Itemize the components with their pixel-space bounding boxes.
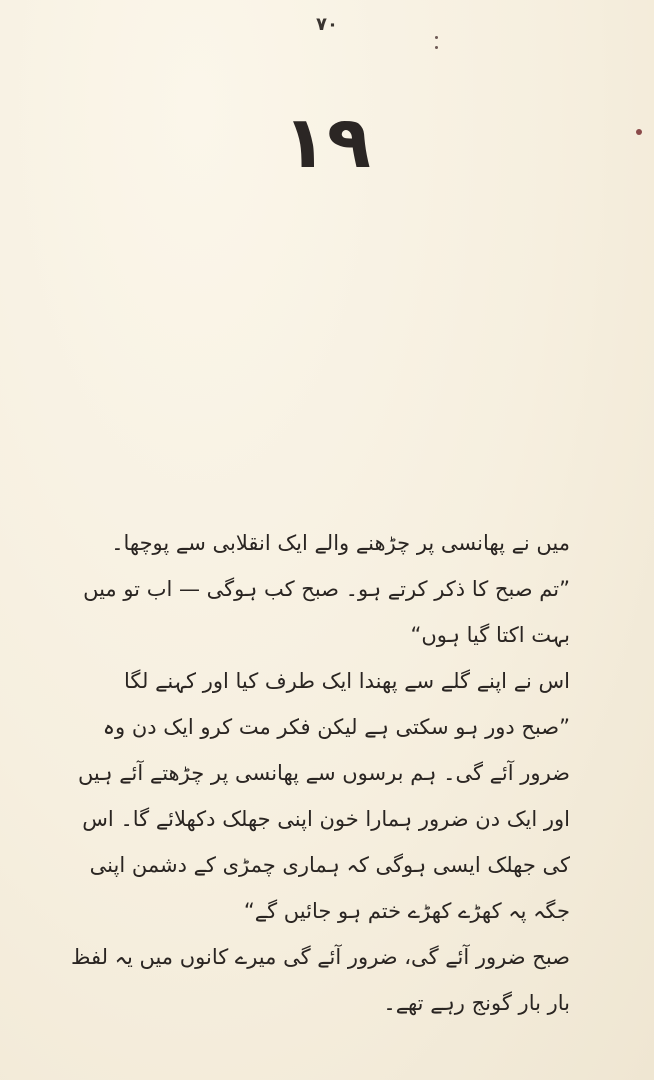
ink-speck [435,36,438,39]
paragraph-answer: اس نے اپنے گلے سے پھندا ایک طرف کیا اور کہنے لگا ”صبح دور ہو سکتی ہے لیکن فکر مت کرو ایک دن وہ ضرور آئے گی۔ ہم برسوں سے پھانسی پر چڑھتے آئے ہیں اور ایک دن ضرور ہمارا خون اپنی جھلک دکھلائے گا۔ اس کی جھلک ایسی ہوگی کہ ہماری چمڑی کے دشمن اپنی جگہ پہ کھڑے کھڑے ختم ہو جائیں گے“ [77,669,570,923]
paragraph-closing: صبح ضرور آئے گی، ضرور آئے گی میرے کانوں میں یہ لفظ بار بار گونج رہے تھے۔ [71,945,570,1015]
ink-speck [435,46,438,49]
page-number: ٧٠ [316,14,338,35]
paragraph-question: میں نے پھانسی پر چڑھنے والے ایک انقلابی سے پوچھا۔ [111,531,570,555]
paragraph-complaint: ”تم صبح کا ذکر کرتے ہو۔ صبح کب ہوگی — اب تو میں بہت اکتا گیا ہوں“ [83,577,570,647]
chapter-number: ١٩ [283,100,371,184]
body-text [70,520,570,1026]
